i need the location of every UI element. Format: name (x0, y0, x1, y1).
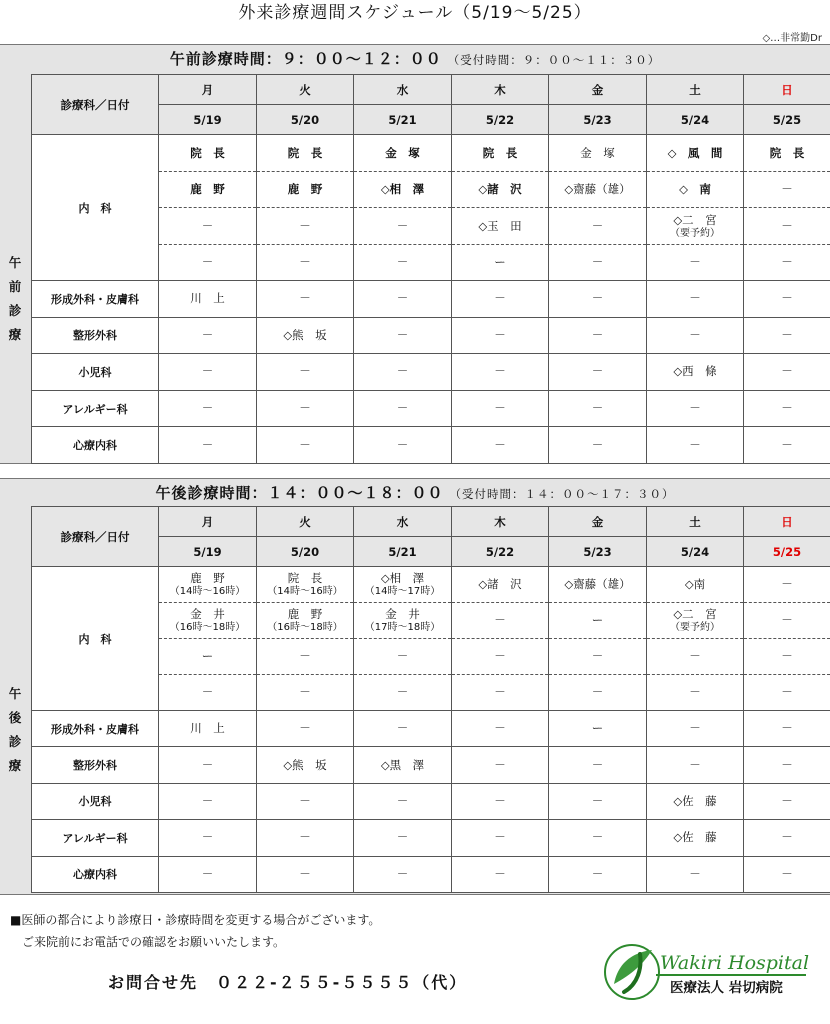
schedule-cell: － (257, 639, 354, 675)
weekday-header: 月 (159, 75, 257, 105)
dept-name: 小児科 (32, 783, 159, 819)
dept-name: 小児科 (32, 354, 159, 391)
am-hours: 午前診療時間：９：００～１２：００ (169, 50, 442, 68)
side-label-char: 診 (8, 734, 22, 749)
side-label-char: 療 (8, 758, 22, 773)
schedule-cell: － (744, 567, 830, 603)
schedule-cell: 鹿 野 (159, 172, 257, 208)
weekday-header: 土 (647, 507, 744, 537)
pm-reception-hours: （受付時間：１４：００～１７：３０） (449, 487, 675, 501)
schedule-cell: 鹿 野 (257, 172, 354, 208)
pm-side-label (0, 566, 30, 894)
schedule-cell: ◇齋藤（雄） (549, 567, 647, 603)
schedule-cell: － (744, 856, 830, 892)
schedule-cell: － (354, 711, 452, 747)
schedule-cell: － (354, 245, 452, 281)
date-header: 5/19 (159, 105, 257, 135)
schedule-cell (354, 603, 452, 639)
am-side-label (0, 134, 30, 464)
am-reception-hours: （受付時間：９：００～１１：３０） (447, 53, 661, 67)
dept-name: アレルギー科 (32, 820, 159, 856)
cell-note: （14時～16時） (267, 586, 343, 597)
dept-row (32, 354, 830, 391)
schedule-cell: － (257, 281, 354, 318)
dept-name: 整形外科 (32, 747, 159, 783)
schedule-cell: － (452, 747, 549, 783)
schedule-cell: － (159, 856, 257, 892)
cell-doctor: 鹿 野 (287, 607, 323, 621)
schedule-cell: － (452, 354, 549, 391)
dept-row (32, 317, 830, 354)
naika-row (32, 567, 830, 603)
schedule-cell: － (647, 639, 744, 675)
schedule-cell: ◇ 風 間 (647, 135, 744, 172)
schedule-cell: － (354, 354, 452, 391)
date-header: 5/25 (744, 105, 830, 135)
dept-name: 形成外科・皮膚科 (32, 711, 159, 747)
schedule-cell: 金 塚 (354, 135, 452, 172)
weekday-header: 日 (744, 507, 830, 537)
schedule-cell: － (354, 639, 452, 675)
pm-schedule-block (0, 478, 830, 895)
schedule-cell: － (257, 390, 354, 427)
dept-row (32, 711, 830, 747)
date-header: 5/24 (647, 105, 744, 135)
schedule-cell: 院 長 (159, 135, 257, 172)
weekday-header: 金 (549, 75, 647, 105)
cell-doctor: 院 長 (287, 571, 323, 585)
schedule-cell: ◇熊 坂 (257, 747, 354, 783)
weekday-header: 木 (452, 507, 549, 537)
schedule-cell: － (159, 354, 257, 391)
dept-row (32, 747, 830, 783)
schedule-cell: － (744, 783, 830, 819)
schedule-cell: － (159, 783, 257, 819)
schedule-cell: － (159, 427, 257, 464)
weekday-header: 金 (549, 507, 647, 537)
schedule-cell: － (257, 427, 354, 464)
schedule-cell: － (159, 747, 257, 783)
schedule-cell: － (452, 675, 549, 711)
date-header: 5/24 (647, 537, 744, 567)
schedule-cell: － (549, 783, 647, 819)
schedule-cell: 川 上 (159, 281, 257, 318)
logo-japanese-name: 医療法人 岩切病院 (670, 980, 783, 996)
schedule-cell: － (647, 675, 744, 711)
date-header: 5/25 (744, 537, 830, 567)
schedule-cell: ◇佐 藤 (647, 783, 744, 819)
schedule-cell: － (647, 281, 744, 318)
side-label-char: 午 (8, 686, 22, 701)
page-title: 外来診療週間スケジュール（5/19～5/25） (238, 3, 592, 23)
am-schedule-table (31, 74, 830, 464)
dept-row (32, 820, 830, 856)
dept-row (32, 427, 830, 464)
schedule-cell: － (647, 390, 744, 427)
schedule-cell: ◇齋藤（雄） (549, 172, 647, 208)
schedule-cell: － (647, 317, 744, 354)
schedule-cell: ー (549, 711, 647, 747)
weekday-header: 月 (159, 507, 257, 537)
schedule-cell: － (452, 856, 549, 892)
schedule-cell: － (354, 820, 452, 856)
cell-doctor: 金 井 (385, 607, 420, 621)
schedule-cell: ◇玉 田 (452, 208, 549, 245)
schedule-cell: － (744, 747, 830, 783)
note-line-1: ■医師の都合により診療日・診療時間を変更する場合がございます。 (10, 913, 381, 927)
schedule-cell: － (744, 245, 830, 281)
weekday-header: 水 (354, 507, 452, 537)
schedule-cell: － (354, 208, 452, 245)
schedule-cell: － (744, 427, 830, 464)
schedule-cell: － (549, 317, 647, 354)
cell-note: （14時～17時） (364, 586, 441, 597)
dept-name: アレルギー科 (32, 390, 159, 427)
date-header: 5/21 (354, 105, 452, 135)
date-header: 5/20 (257, 105, 354, 135)
pm-schedule-table (31, 506, 830, 893)
schedule-cell: － (257, 675, 354, 711)
schedule-cell: － (257, 354, 354, 391)
am-session-heading (0, 44, 830, 74)
dept-internal-medicine: 内 科 (32, 135, 159, 281)
schedule-cell: － (354, 856, 452, 892)
schedule-cell: － (257, 820, 354, 856)
schedule-cell: － (452, 427, 549, 464)
schedule-cell: ◇黒 澤 (354, 747, 452, 783)
cell-note: （17時～18時） (364, 622, 441, 633)
schedule-cell: － (647, 245, 744, 281)
weekday-header: 火 (257, 75, 354, 105)
schedule-cell: － (549, 281, 647, 318)
cell-doctor: 鹿 野 (190, 571, 225, 585)
weekday-header: 土 (647, 75, 744, 105)
schedule-cell: ◇相 澤 (354, 172, 452, 208)
leaf-j-logo-icon (600, 938, 666, 1004)
schedule-cell (647, 208, 744, 245)
schedule-cell (159, 603, 257, 639)
schedule-cell: ◇南 (647, 567, 744, 603)
schedule-cell: － (549, 639, 647, 675)
schedule-cell (257, 603, 354, 639)
schedule-cell: － (452, 281, 549, 318)
date-header: 5/23 (549, 537, 647, 567)
cell-doctor: ◇二 宮 (673, 607, 717, 621)
schedule-cell (354, 567, 452, 603)
schedule-cell: － (257, 856, 354, 892)
weekday-row (32, 75, 830, 105)
cell-doctor: 金 井 (190, 607, 225, 621)
dept-row (32, 783, 830, 819)
date-header: 5/23 (549, 105, 647, 135)
schedule-cell: － (744, 281, 830, 318)
dept-date-header: 診療科／日付 (32, 75, 159, 135)
cell-note: （要予約） (670, 622, 720, 633)
schedule-cell: － (744, 711, 830, 747)
schedule-cell: － (647, 427, 744, 464)
schedule-cell: － (257, 783, 354, 819)
side-label-char: 前 (8, 279, 22, 294)
date-header: 5/19 (159, 537, 257, 567)
date-header: 5/22 (452, 537, 549, 567)
schedule-cell: － (354, 317, 452, 354)
logo-english-name: Wakiri Hospital (660, 952, 810, 974)
notes (10, 909, 380, 953)
dept-name: 心療内科 (32, 427, 159, 464)
weekday-header: 日 (744, 75, 830, 105)
weekday-header: 水 (354, 75, 452, 105)
schedule-cell: － (647, 711, 744, 747)
side-label-char: 療 (8, 327, 22, 342)
schedule-cell: ◇諸 沢 (452, 567, 549, 603)
schedule-cell: 院 長 (744, 135, 830, 172)
schedule-cell (159, 567, 257, 603)
dept-date-header: 診療科／日付 (32, 507, 159, 567)
weekday-row (32, 507, 830, 537)
dept-row (32, 856, 830, 892)
schedule-cell: － (159, 390, 257, 427)
schedule-cell: 院 長 (257, 135, 354, 172)
schedule-cell: － (159, 245, 257, 281)
schedule-cell: － (452, 783, 549, 819)
legend-note: ◇…非常勤Dr (762, 33, 822, 44)
schedule-cell: － (744, 208, 830, 245)
schedule-cell: － (549, 245, 647, 281)
schedule-cell: ◇佐 藤 (647, 820, 744, 856)
schedule-cell: － (549, 427, 647, 464)
schedule-cell: － (159, 317, 257, 354)
schedule-cell: － (452, 603, 549, 639)
schedule-cell: － (744, 639, 830, 675)
weekday-header: 木 (452, 75, 549, 105)
dept-row (32, 390, 830, 427)
cell-doctor: ◇二 宮 (673, 212, 717, 227)
date-header: 5/21 (354, 537, 452, 567)
cell-note: （16時～18時） (267, 622, 343, 633)
schedule-cell: － (354, 783, 452, 819)
schedule-cell: 川 上 (159, 711, 257, 747)
schedule-cell: － (354, 675, 452, 711)
schedule-cell: － (549, 208, 647, 245)
schedule-cell: － (452, 820, 549, 856)
schedule-cell: ー (159, 639, 257, 675)
date-header: 5/22 (452, 105, 549, 135)
side-label-char: 後 (8, 710, 22, 725)
hospital-logo (600, 936, 820, 1006)
schedule-cell: － (159, 675, 257, 711)
dept-name: 心療内科 (32, 856, 159, 892)
schedule-cell: 金 塚 (549, 135, 647, 172)
schedule-cell: － (647, 747, 744, 783)
schedule-cell: － (159, 820, 257, 856)
schedule-cell: － (354, 427, 452, 464)
schedule-cell: － (744, 820, 830, 856)
schedule-cell: － (452, 639, 549, 675)
schedule-cell: － (549, 390, 647, 427)
dept-row (32, 281, 830, 318)
schedule-cell (647, 603, 744, 639)
schedule-cell: － (744, 172, 830, 208)
schedule-cell: － (744, 675, 830, 711)
schedule-cell: ◇ 南 (647, 172, 744, 208)
schedule-cell: － (744, 317, 830, 354)
pm-hours: 午後診療時間：１４：００～１８：００ (155, 484, 444, 502)
schedule-cell: － (257, 208, 354, 245)
schedule-cell: － (647, 856, 744, 892)
weekday-header: 火 (257, 507, 354, 537)
date-header: 5/20 (257, 537, 354, 567)
cell-note: （14時～16時） (169, 586, 246, 597)
schedule-cell: ◇熊 坂 (257, 317, 354, 354)
schedule-cell: ー (452, 245, 549, 281)
cell-doctor: ◇相 澤 (380, 571, 425, 585)
note-line-2: ご来院前にお電話での確認をお願いいたします。 (22, 935, 286, 949)
schedule-cell: － (744, 603, 830, 639)
cell-note: （要予約） (670, 227, 720, 239)
schedule-cell: － (549, 820, 647, 856)
schedule-cell: 院 長 (452, 135, 549, 172)
schedule-cell: － (549, 675, 647, 711)
naika-row (32, 135, 830, 172)
cell-note: （16時～18時） (169, 622, 246, 633)
schedule-cell: － (159, 208, 257, 245)
dept-name: 整形外科 (32, 317, 159, 354)
schedule-cell (257, 567, 354, 603)
schedule-cell: － (744, 390, 830, 427)
schedule-cell: ◇西 條 (647, 354, 744, 391)
dept-internal-medicine: 内 科 (32, 567, 159, 711)
schedule-cell: － (452, 317, 549, 354)
schedule-cell: － (549, 747, 647, 783)
schedule-cell: － (257, 711, 354, 747)
schedule-cell: － (257, 245, 354, 281)
side-label-char: 診 (8, 303, 22, 318)
schedule-cell: ◇諸 沢 (452, 172, 549, 208)
am-schedule-block (0, 44, 830, 464)
side-label-char: 午 (8, 255, 22, 270)
schedule-cell: － (549, 856, 647, 892)
schedule-cell: － (452, 390, 549, 427)
schedule-cell: － (354, 390, 452, 427)
schedule-cell: － (452, 711, 549, 747)
schedule-cell: － (549, 354, 647, 391)
schedule-cell: － (744, 354, 830, 391)
schedule-cell: － (354, 281, 452, 318)
dept-name: 形成外科・皮膚科 (32, 281, 159, 318)
pm-session-heading (0, 478, 830, 508)
contact-phone: お問合せ先 ０２２-２５５-５５５５（代） (108, 973, 468, 992)
schedule-cell: ー (549, 603, 647, 639)
